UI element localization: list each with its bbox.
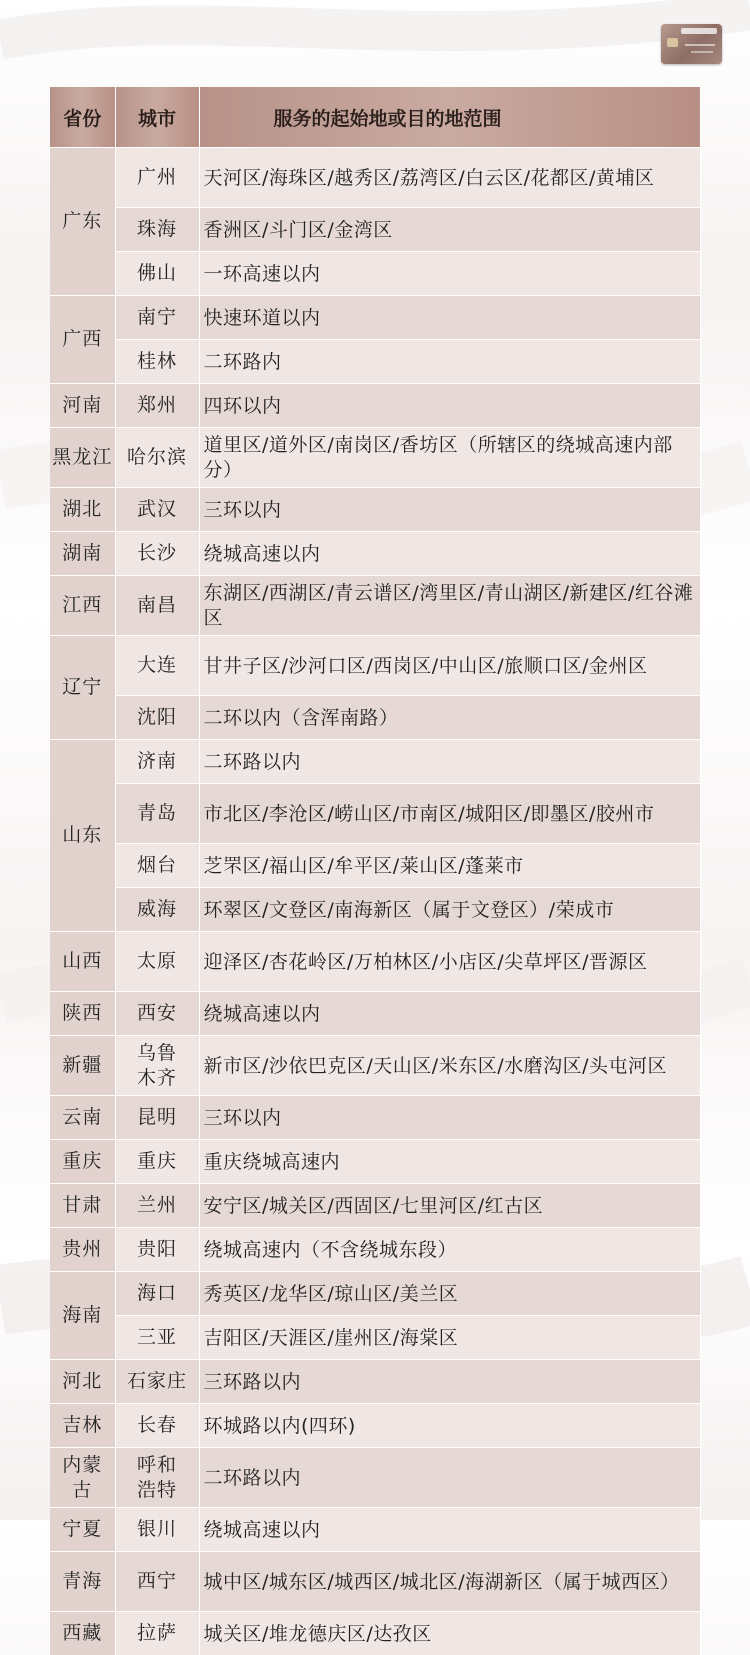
scope-cell: 绕城高速以内 (199, 1508, 700, 1552)
table-row (50, 784, 700, 844)
table-row (50, 1508, 700, 1552)
scope-cell: 快速环道以内 (199, 296, 700, 340)
header-province: 省份 (50, 87, 115, 148)
scope-cell: 新市区/沙依巴克区/天山区/米东区/水磨沟区/头屯河区 (199, 1036, 700, 1096)
scope-cell: 迎泽区/杏花岭区/万柏林区/小店区/尖草坪区/晋源区 (199, 932, 700, 992)
city-cell: 银川 (115, 1508, 199, 1552)
scope-cell: 二环路内 (199, 340, 700, 384)
table-row (50, 208, 700, 252)
credit-card-logo-icon (661, 24, 722, 64)
city-cell: 桂林 (115, 340, 199, 384)
table-row (50, 428, 700, 488)
city-cell: 呼和浩特 (115, 1448, 199, 1508)
province-cell: 重庆 (50, 1140, 115, 1184)
table-row (50, 1272, 700, 1316)
city-cell: 武汉 (115, 488, 199, 532)
province-cell: 内蒙古 (50, 1448, 115, 1508)
province-cell: 江西 (50, 576, 115, 636)
city-cell: 青岛 (115, 784, 199, 844)
header-city: 城市 (115, 87, 199, 148)
city-cell: 大连 (115, 636, 199, 696)
province-cell: 湖南 (50, 532, 115, 576)
city-cell: 广州 (115, 148, 199, 208)
table-row (50, 296, 700, 340)
table-row (50, 1612, 700, 1655)
table-row (50, 740, 700, 784)
scope-cell: 城中区/城东区/城西区/城北区/海湖新区（属于城西区） (199, 1552, 700, 1612)
scope-cell: 三环路以内 (199, 1360, 700, 1404)
city-cell: 三亚 (115, 1316, 199, 1360)
scope-cell: 芝罘区/福山区/牟平区/莱山区/蓬莱市 (199, 844, 700, 888)
header-scope: 服务的起始地或目的地范围 (199, 87, 700, 148)
city-cell: 西宁 (115, 1552, 199, 1612)
table-row (50, 384, 700, 428)
scope-cell: 三环以内 (199, 1096, 700, 1140)
province-cell: 陕西 (50, 992, 115, 1036)
city-cell: 南宁 (115, 296, 199, 340)
province-cell: 黑龙江 (50, 428, 115, 488)
scope-cell: 绕城高速以内 (199, 532, 700, 576)
city-cell: 乌鲁木齐 (115, 1036, 199, 1096)
scope-cell: 秀英区/龙华区/琼山区/美兰区 (199, 1272, 700, 1316)
city-cell: 沈阳 (115, 696, 199, 740)
scope-cell: 市北区/李沧区/崂山区/市南区/城阳区/即墨区/胶州市 (199, 784, 700, 844)
city-cell: 贵阳 (115, 1228, 199, 1272)
city-cell: 昆明 (115, 1096, 199, 1140)
province-cell: 山西 (50, 932, 115, 992)
city-cell: 长沙 (115, 532, 199, 576)
province-cell: 贵州 (50, 1228, 115, 1272)
province-cell: 河北 (50, 1360, 115, 1404)
city-cell: 石家庄 (115, 1360, 199, 1404)
table-row (50, 1036, 700, 1096)
table-row (50, 1360, 700, 1404)
city-cell: 太原 (115, 932, 199, 992)
scope-cell: 香洲区/斗门区/金湾区 (199, 208, 700, 252)
scope-cell: 二环路以内 (199, 740, 700, 784)
scope-cell: 二环路以内 (199, 1448, 700, 1508)
province-cell: 西藏 (50, 1612, 115, 1655)
scope-cell: 天河区/海珠区/越秀区/荔湾区/白云区/花都区/黄埔区 (199, 148, 700, 208)
province-cell: 甘肃 (50, 1184, 115, 1228)
province-cell: 海南 (50, 1272, 115, 1360)
scope-cell: 城关区/堆龙德庆区/达孜区 (199, 1612, 700, 1655)
scope-cell: 甘井子区/沙河口区/西岗区/中山区/旅顺口区/金州区 (199, 636, 700, 696)
scope-cell: 环城路以内(四环) (199, 1404, 700, 1448)
province-cell: 山东 (50, 740, 115, 932)
table-row (50, 488, 700, 532)
table-row (50, 1316, 700, 1360)
city-cell: 重庆 (115, 1140, 199, 1184)
province-cell: 河南 (50, 384, 115, 428)
province-cell: 宁夏 (50, 1508, 115, 1552)
table-row (50, 1140, 700, 1184)
city-cell: 海口 (115, 1272, 199, 1316)
table-row (50, 1448, 700, 1508)
service-scope-table (50, 87, 701, 1655)
scope-cell: 四环以内 (199, 384, 700, 428)
city-cell: 佛山 (115, 252, 199, 296)
city-cell: 济南 (115, 740, 199, 784)
table-row (50, 252, 700, 296)
table-row (50, 932, 700, 992)
city-cell: 威海 (115, 888, 199, 932)
table-row (50, 1228, 700, 1272)
scope-cell: 吉阳区/天涯区/崖州区/海棠区 (199, 1316, 700, 1360)
city-cell: 珠海 (115, 208, 199, 252)
table-row (50, 1552, 700, 1612)
table-row (50, 148, 700, 208)
city-cell: 西安 (115, 992, 199, 1036)
province-cell: 广东 (50, 148, 115, 296)
province-cell: 辽宁 (50, 636, 115, 740)
table-row (50, 1096, 700, 1140)
scope-cell: 三环以内 (199, 488, 700, 532)
table-row (50, 696, 700, 740)
scope-cell: 二环以内（含浑南路） (199, 696, 700, 740)
province-cell: 吉林 (50, 1404, 115, 1448)
scope-cell: 东湖区/西湖区/青云谱区/湾里区/青山湖区/新建区/红谷滩区 (199, 576, 700, 636)
table-row (50, 340, 700, 384)
province-cell: 云南 (50, 1096, 115, 1140)
table-row (50, 532, 700, 576)
scope-cell: 环翠区/文登区/南海新区（属于文登区）/荣成市 (199, 888, 700, 932)
city-cell: 烟台 (115, 844, 199, 888)
scope-cell: 绕城高速以内 (199, 992, 700, 1036)
city-cell: 拉萨 (115, 1612, 199, 1655)
table-header-row (50, 87, 700, 148)
city-cell: 兰州 (115, 1184, 199, 1228)
scope-cell: 一环高速以内 (199, 252, 700, 296)
table-row (50, 636, 700, 696)
scope-cell: 重庆绕城高速内 (199, 1140, 700, 1184)
province-cell: 湖北 (50, 488, 115, 532)
city-cell: 郑州 (115, 384, 199, 428)
city-cell: 哈尔滨 (115, 428, 199, 488)
table-row (50, 1404, 700, 1448)
province-cell: 新疆 (50, 1036, 115, 1096)
table-row (50, 844, 700, 888)
table-row (50, 888, 700, 932)
province-cell: 广西 (50, 296, 115, 384)
table-body (50, 148, 700, 1655)
table-row (50, 576, 700, 636)
province-cell: 青海 (50, 1552, 115, 1612)
scope-cell: 道里区/道外区/南岗区/香坊区（所辖区的绕城高速内部分） (199, 428, 700, 488)
city-cell: 南昌 (115, 576, 199, 636)
table-row (50, 992, 700, 1036)
scope-cell: 安宁区/城关区/西固区/七里河区/红古区 (199, 1184, 700, 1228)
table-row (50, 1184, 700, 1228)
scope-cell: 绕城高速内（不含绕城东段） (199, 1228, 700, 1272)
city-cell: 长春 (115, 1404, 199, 1448)
